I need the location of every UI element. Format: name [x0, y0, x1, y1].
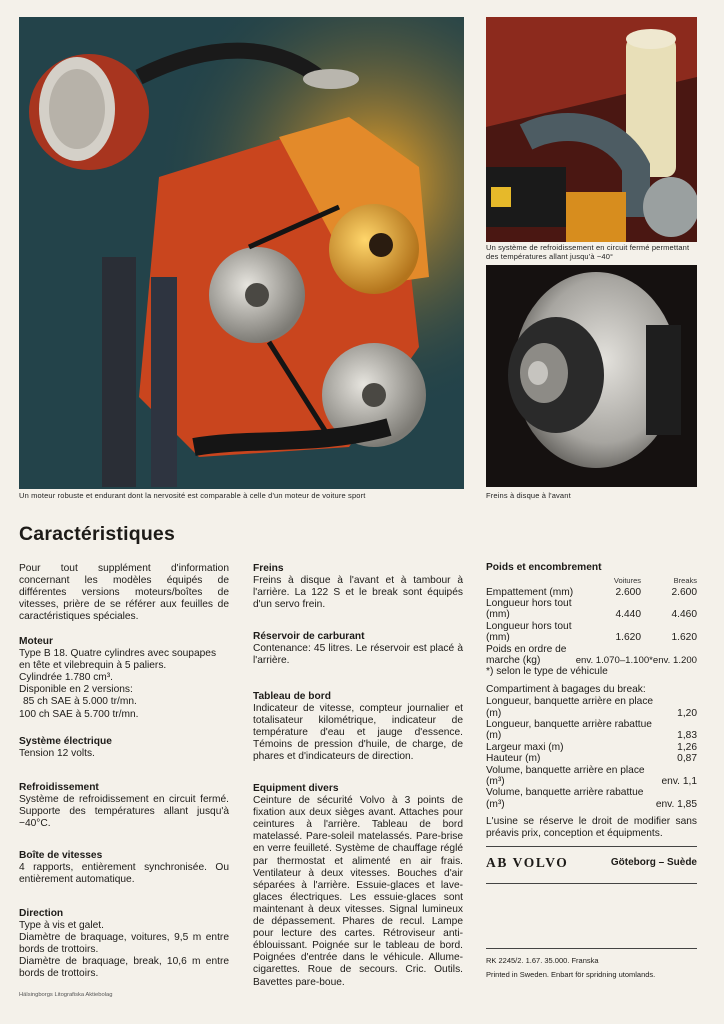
direction-heading: Direction	[19, 908, 64, 919]
boite-heading: Boîte de vitesses	[19, 850, 103, 861]
brake-disc-illustration	[486, 265, 697, 487]
col-breaks: Breaks	[673, 576, 697, 586]
row-label: Longueur hors tout (mm)	[486, 597, 572, 621]
row-value: 1,26	[677, 741, 697, 753]
row-label: Poids en ordre de marche (kg)	[486, 643, 567, 666]
row-value: 0,87	[677, 753, 697, 765]
row-value: env. 1,1	[661, 775, 697, 787]
section-electrique	[19, 736, 229, 760]
compartiment-heading: Compartiment à bagages du break:	[486, 684, 646, 695]
freins-heading: Freins	[253, 563, 284, 574]
direction-line-3: Diamètre de braquage, break, 10,6 m entre bords de trottoirs.	[19, 956, 229, 980]
cooling-illustration	[486, 17, 697, 242]
reservoir-heading: Réservoir de carburant	[253, 631, 365, 642]
electrique-text: Tension 12 volts.	[19, 748, 95, 760]
section-boite	[19, 850, 229, 886]
cooling-caption: Un système de refroidissement en circuit fermé permettant des températures allant jusqu'à −40°	[486, 243, 690, 261]
freins-text: Freins à disque à l'avant et à tambour à l'arrière. La 122 S et le break sont équipés d'un servo frein.	[253, 575, 463, 611]
table-row	[486, 787, 697, 810]
electrique-heading: Système électrique	[19, 736, 112, 747]
column-left	[19, 563, 229, 623]
engine-photo	[19, 17, 464, 489]
row-label: Volume, banquette arrière rabattue (m³)	[486, 787, 644, 810]
page-title: Caractéristiques	[19, 523, 176, 545]
row-voitures: 2.600	[615, 586, 641, 598]
divider-middle	[486, 883, 697, 884]
col-voitures: Voitures	[613, 576, 641, 586]
poids-heading: Poids et encombrement	[486, 562, 602, 573]
moteur-text: Type B 18. Quatre cylindres avec soupapes en tête et vilebrequin à 5 paliers.	[19, 648, 217, 672]
moteur-version-2: 100 ch SAE à 5.700 tr/mn.	[19, 708, 139, 720]
row-label: Volume, banquette arrière en place (m³)	[486, 764, 645, 787]
table-row	[486, 696, 697, 719]
moteur-cylindree: Cylindrée 1.780 cm³.	[19, 672, 113, 684]
intro-text: Pour tout supplément d'information concernant les modèles équipés de différentes versions moteurs/boîtes de vitesses, prière de se référer aux feuilles de caractéristiques spéciales.	[19, 563, 229, 623]
equipement-heading: Equipment divers	[253, 783, 339, 794]
section-tableau	[253, 691, 463, 764]
section-reserve	[486, 816, 697, 840]
row-breaks: 4.460	[671, 609, 697, 621]
row-voitures: 1.620	[615, 632, 641, 644]
direction-line-2: Diamètre de braquage, voitures, 9,5 m entre bords de trottoirs.	[19, 932, 229, 956]
row-label: Longueur, banquette arrière rabattue (m)	[486, 718, 652, 742]
row-value: 1,20	[677, 707, 697, 719]
compartiment-table	[486, 696, 697, 810]
printer-credit: Hälsingborgs Litografiska Aktiebolag	[19, 992, 113, 998]
section-freins	[253, 563, 463, 611]
cooling-photo	[486, 17, 697, 242]
row-label: Hauteur (m)	[486, 753, 541, 765]
table-row	[486, 621, 697, 644]
reserve-text: L'usine se réserve le droit de modifier sans préavis prix, conception et équipments.	[486, 816, 697, 840]
boite-text: 4 rapports, entièrement synchronisée. Ou entièrement automatique.	[19, 862, 229, 886]
direction-line-1: Type à vis et galet.	[19, 920, 104, 932]
row-label: Empattement (mm)	[486, 586, 574, 598]
table-row	[486, 587, 697, 598]
poids-table-header	[486, 575, 697, 586]
moteur-heading: Moteur	[19, 636, 53, 647]
table-row	[486, 753, 697, 764]
poids-table-2	[486, 644, 697, 667]
section-reservoir	[253, 631, 463, 667]
tableau-heading: Tableau de bord	[253, 691, 331, 702]
refroidissement-heading: Refroidissement	[19, 782, 99, 793]
footer-ref: RK 2245/2. 1.67. 35.000. Franska	[486, 956, 599, 965]
row-label: Longueur hors tout (mm)	[486, 620, 572, 644]
refroidissement-text: Système de refroidissement en circuit fermé. Supporte des températures allant jusqu'à −40°C.	[19, 794, 229, 830]
table-row	[486, 598, 697, 621]
divider-top	[486, 846, 697, 847]
table-row	[486, 719, 697, 742]
engine-caption: Un moteur robuste et endurant dont la nervosité est comparable à celle d'un moteur de voiture sport	[19, 491, 366, 500]
row-voitures: env. 1.070–1.100*	[575, 654, 653, 666]
row-label: Largeur maxi (m)	[486, 741, 564, 753]
footer-printed: Printed in Sweden. Enbart för spridning utomlands.	[486, 970, 656, 979]
poids-table	[486, 575, 697, 643]
table-row	[486, 765, 697, 788]
engine-illustration	[19, 17, 464, 489]
section-compartiment	[486, 684, 697, 810]
section-direction	[19, 908, 229, 981]
row-breaks: 1.620	[671, 632, 697, 644]
poids-note: *) selon le type de véhicule	[486, 666, 608, 678]
row-value: env. 1,85	[655, 798, 697, 810]
section-equipement	[253, 783, 463, 989]
table-row	[486, 742, 697, 753]
brakes-caption: Freins à disque à l'avant	[486, 491, 571, 500]
brand-logo: AB VOLVO	[486, 855, 569, 870]
equipement-text: Ceinture de sécurité Volvo à 3 points de fixation aux deux sièges avant. Attaches pour ceintures à l'arrière. Tableau de bord matelassé. Pare-soleil matelassés. Pare-brise en verre feuilleté. Système de chauffage réglé par thermostat et alimenté en air frais. Ventilateur à deux vitesses. Bouches d'air séparées à l'arrière. Essuie-glaces et lave-glaces électriques. Les essuie-glaces sont maintenant à deux vitesses. Signal lumineux de dépassement. Phares de recul. Lampe pour lecture des cartes. Rétroviseur anti-éblouissant. Poignée sur le tableau de bord. Poignées d'entrée dans le véhicule. Allume-cigarettes. Roue de secours. Cric. Outils. Bavettes pare-boue.	[253, 795, 463, 988]
section-poids	[486, 562, 697, 678]
row-value: 1,83	[677, 730, 697, 742]
table-row	[486, 644, 697, 667]
moteur-disponible: Disponible en 2 versions:	[19, 684, 133, 696]
row-label: Longueur, banquette arrière en place (m)	[486, 696, 654, 719]
section-moteur	[19, 636, 229, 721]
reservoir-text: Contenance: 45 litres. Le réservoir est placé à l'arrière.	[253, 643, 463, 667]
row-breaks: 2.600	[671, 586, 697, 598]
brand-city: Göteborg – Suède	[610, 857, 697, 868]
row-breaks: env. 1.200	[652, 654, 697, 666]
brand-block	[486, 855, 697, 873]
divider-footer	[486, 948, 697, 949]
section-refroidissement	[19, 782, 229, 830]
brake-disc-photo	[486, 265, 697, 487]
moteur-version-1: 85 ch SAE à 5.000 tr/mn.	[23, 696, 137, 708]
tableau-text: Indicateur de vitesse, compteur journalier et totalisateur kilométrique, indicateur de température d'eau et jauge d'essence. Témoins de pression d'huile, de charge, de phares et d'indicateurs de direction.	[253, 703, 463, 763]
row-voitures: 4.440	[615, 609, 641, 621]
